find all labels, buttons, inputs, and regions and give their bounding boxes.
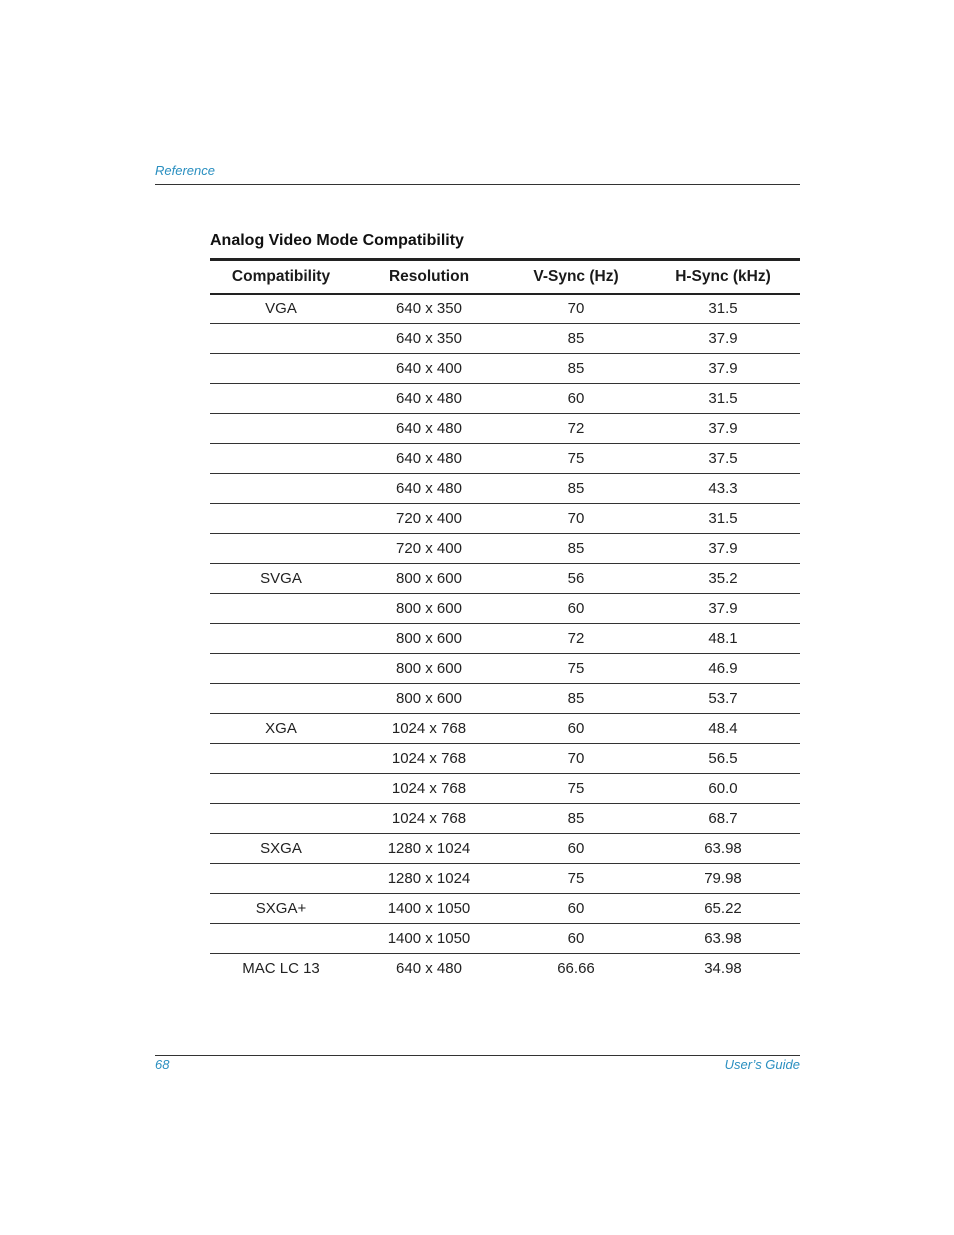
cell-hsync: 60.0 bbox=[646, 774, 800, 804]
cell-resolution: 640 x 480 bbox=[352, 444, 506, 474]
cell-hsync: 37.9 bbox=[646, 594, 800, 624]
table-row bbox=[210, 444, 800, 474]
table-row bbox=[210, 714, 800, 744]
cell-hsync: 37.9 bbox=[646, 534, 800, 564]
cell-resolution: 1280 x 1024 bbox=[352, 864, 506, 894]
cell-compatibility bbox=[210, 444, 352, 474]
cell-hsync: 53.7 bbox=[646, 684, 800, 714]
cell-vsync: 56 bbox=[506, 564, 646, 594]
cell-compatibility bbox=[210, 624, 352, 654]
cell-vsync: 66.66 bbox=[557, 960, 595, 978]
table-row bbox=[210, 564, 800, 594]
cell-hsync: 31.5 bbox=[646, 384, 800, 414]
cell-hsync: 31.5 bbox=[646, 294, 800, 324]
cell-compatibility bbox=[210, 504, 352, 534]
table-row bbox=[210, 384, 800, 414]
running-header-section: Reference bbox=[155, 163, 215, 178]
cell-compatibility: SXGA bbox=[210, 834, 352, 864]
cell-vsync: 60 bbox=[506, 384, 646, 414]
table-row bbox=[210, 474, 800, 504]
cell-resolution: 1024 x 768 bbox=[352, 744, 506, 774]
cell-compatibility bbox=[210, 354, 352, 384]
table-title: Analog Video Mode Compatibility bbox=[210, 232, 464, 249]
cell-vsync: 70 bbox=[506, 504, 646, 534]
table-row bbox=[210, 804, 800, 834]
cell-hsync: 35.2 bbox=[646, 564, 800, 594]
table-header-row bbox=[210, 260, 800, 294]
cell-compatibility bbox=[210, 474, 352, 504]
cell-vsync: 70 bbox=[506, 294, 646, 324]
table-row bbox=[210, 414, 800, 444]
cell-resolution: 800 x 600 bbox=[352, 684, 506, 714]
cell-resolution: 800 x 600 bbox=[352, 564, 506, 594]
cell-hsync: 63.98 bbox=[646, 924, 800, 954]
table-row bbox=[210, 294, 800, 324]
video-mode-table bbox=[210, 258, 800, 984]
header-divider bbox=[155, 184, 800, 185]
cell-compatibility: SVGA bbox=[210, 564, 352, 594]
cell-vsync: 72 bbox=[506, 414, 646, 444]
table-body bbox=[210, 294, 800, 984]
footer-divider bbox=[155, 1055, 800, 1056]
video-mode-table-container bbox=[210, 258, 800, 984]
cell-vsync: 70 bbox=[506, 744, 646, 774]
cell-compatibility bbox=[210, 774, 352, 804]
cell-vsync: 60 bbox=[506, 924, 646, 954]
cell-vsync: 60 bbox=[506, 834, 646, 864]
cell-resolution: 720 x 400 bbox=[352, 504, 506, 534]
cell-hsync: 56.5 bbox=[646, 744, 800, 774]
cell-vsync: 85 bbox=[506, 354, 646, 384]
cell-hsync: 37.9 bbox=[646, 354, 800, 384]
cell-hsync: 68.7 bbox=[646, 804, 800, 834]
cell-vsync: 85 bbox=[506, 684, 646, 714]
cell-vsync: 60 bbox=[506, 594, 646, 624]
cell-vsync: 72 bbox=[506, 624, 646, 654]
cell-vsync: 85 bbox=[506, 474, 646, 504]
cell-resolution: 800 x 600 bbox=[352, 624, 506, 654]
cell-hsync: 31.5 bbox=[646, 504, 800, 534]
running-footer-guide: User’s Guide bbox=[724, 1057, 800, 1072]
table-row bbox=[210, 774, 800, 804]
cell-resolution: 640 x 400 bbox=[352, 354, 506, 384]
cell-compatibility bbox=[210, 744, 352, 774]
cell-resolution: 800 x 600 bbox=[352, 654, 506, 684]
cell-hsync: 34.98 bbox=[704, 960, 742, 978]
table-row bbox=[210, 624, 800, 654]
cell-vsync: 60 bbox=[506, 714, 646, 744]
cell-vsync: 85 bbox=[506, 324, 646, 354]
cell-resolution: 640 x 350 bbox=[352, 294, 506, 324]
cell-hsync: 79.98 bbox=[646, 864, 800, 894]
cell-hsync: 43.3 bbox=[646, 474, 800, 504]
cell-hsync: 37.9 bbox=[646, 324, 800, 354]
cell-compatibility bbox=[210, 324, 352, 354]
table-row bbox=[210, 654, 800, 684]
column-header-hsync: H-Sync (kHz) bbox=[646, 260, 800, 294]
cell-compatibility bbox=[210, 684, 352, 714]
cell-compatibility bbox=[210, 864, 352, 894]
cell-compatibility bbox=[210, 384, 352, 414]
cell-resolution: 1024 x 768 bbox=[352, 774, 506, 804]
cell-resolution: 640 x 350 bbox=[352, 324, 506, 354]
cell-vsync: 75 bbox=[506, 864, 646, 894]
cell-compatibility bbox=[210, 594, 352, 624]
cell-compatibility bbox=[210, 414, 352, 444]
table-row bbox=[210, 594, 800, 624]
table-row bbox=[210, 744, 800, 774]
table-row bbox=[210, 834, 800, 864]
page-number: 68 bbox=[155, 1057, 170, 1072]
cell-hsync: 63.98 bbox=[646, 834, 800, 864]
cell-hsync: 46.9 bbox=[646, 654, 800, 684]
cell-compatibility bbox=[210, 804, 352, 834]
cell-resolution: 1024 x 768 bbox=[352, 804, 506, 834]
table-row bbox=[210, 534, 800, 564]
table-row bbox=[210, 684, 800, 714]
cell-hsync: 65.22 bbox=[646, 894, 800, 924]
cell-compatibility bbox=[210, 654, 352, 684]
cell-resolution: 1024 x 768 bbox=[352, 714, 506, 744]
cell-compatibility: MAC LC 13 bbox=[242, 960, 320, 978]
cell-vsync: 75 bbox=[506, 654, 646, 684]
cell-vsync: 60 bbox=[506, 894, 646, 924]
cell-resolution: 1400 x 1050 bbox=[352, 924, 506, 954]
column-header-compatibility: Compatibility bbox=[210, 260, 352, 294]
cell-resolution: 640 x 480 bbox=[352, 414, 506, 444]
cell-vsync: 85 bbox=[506, 534, 646, 564]
cell-compatibility: XGA bbox=[210, 714, 352, 744]
cell-vsync: 85 bbox=[506, 804, 646, 834]
table-row bbox=[210, 324, 800, 354]
cell-resolution: 1400 x 1050 bbox=[352, 894, 506, 924]
cell-hsync: 48.4 bbox=[646, 714, 800, 744]
cell-hsync: 37.5 bbox=[646, 444, 800, 474]
cell-compatibility: VGA bbox=[210, 294, 352, 324]
table-row bbox=[210, 504, 800, 534]
cell-vsync: 75 bbox=[506, 444, 646, 474]
table-row bbox=[210, 354, 800, 384]
cell-resolution: 800 x 600 bbox=[352, 594, 506, 624]
cell-compatibility bbox=[210, 534, 352, 564]
cell-resolution: 720 x 400 bbox=[352, 534, 506, 564]
table-row bbox=[210, 924, 800, 954]
table-row bbox=[210, 864, 800, 894]
cell-hsync: 48.1 bbox=[646, 624, 800, 654]
cell-vsync: 75 bbox=[506, 774, 646, 804]
cell-resolution: 640 x 480 bbox=[352, 384, 506, 414]
column-header-vsync: V-Sync (Hz) bbox=[506, 260, 646, 294]
column-header-resolution: Resolution bbox=[352, 260, 506, 294]
cell-resolution: 1280 x 1024 bbox=[352, 834, 506, 864]
table-row bbox=[210, 954, 800, 984]
cell-resolution: 640 x 480 bbox=[352, 474, 506, 504]
cell-compatibility: SXGA+ bbox=[210, 894, 352, 924]
cell-hsync: 37.9 bbox=[646, 414, 800, 444]
cell-resolution: 640 x 480 bbox=[396, 960, 462, 978]
cell-compatibility bbox=[210, 924, 352, 954]
table-row bbox=[210, 894, 800, 924]
